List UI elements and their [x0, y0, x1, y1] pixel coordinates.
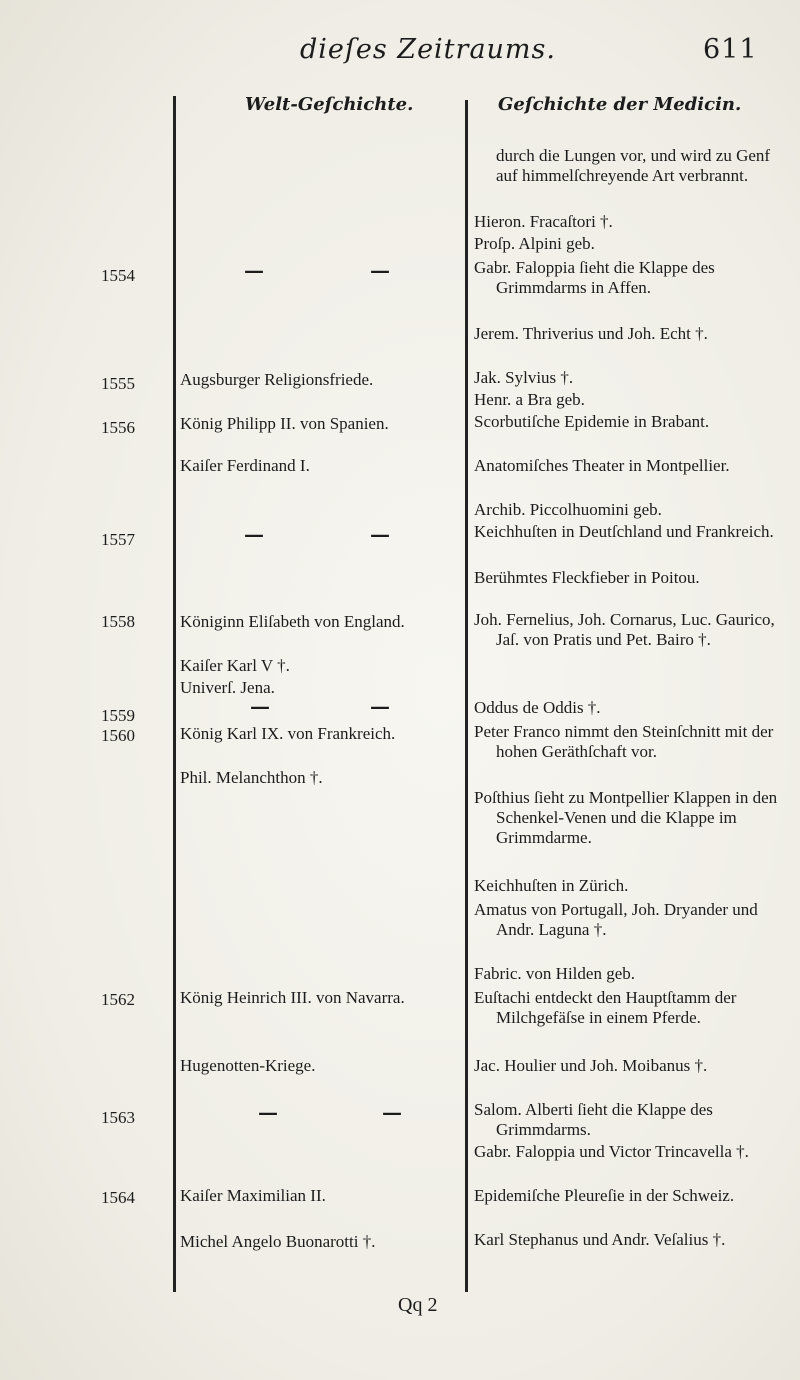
- medicine-entry-m17: Keichhuſten in Zürich.: [474, 876, 629, 895]
- medicine-entry-m2: Hieron. Fracaſtori †.: [474, 212, 613, 231]
- world-entry-w9: König Heinrich III. von Navarra.: [180, 988, 405, 1007]
- medicine-entry-m24: Epidemiſche Pleureſie in der Schweiz.: [474, 1186, 735, 1205]
- world-entry-w5: Kaiſer Karl V †.: [180, 656, 290, 675]
- world-history-heading: Welt-Geſchichte.: [245, 94, 414, 115]
- medicine-history-heading: Geſchichte der Medicin.: [498, 94, 742, 115]
- world-entry-w4: Königinn Eliſabeth von England.: [180, 612, 405, 631]
- medicine-entry-m5: Jerem. Thriverius und Joh. Echt †.: [474, 324, 708, 343]
- dash-1559-left: —: [250, 694, 270, 718]
- signature-mark: Qq 2: [398, 1294, 438, 1316]
- year-y1557: 1557: [101, 530, 135, 549]
- medicine-entry-m21: Jac. Houlier und Joh. Moibanus †.: [474, 1056, 708, 1075]
- dash-1554-right: —: [370, 258, 390, 282]
- medicine-entry-m12: Berühmtes Fleckfieber in Poitou.: [474, 568, 700, 587]
- world-entry-w7: König Karl IX. von Frankreich.: [180, 724, 396, 743]
- page-number: 611: [703, 34, 758, 65]
- year-y1559: 1559: [101, 706, 135, 725]
- world-entry-w1: Augsburger Religionsfriede.: [180, 370, 374, 389]
- world-entry-w8: Phil. Melanchthon †.: [180, 768, 323, 787]
- world-entry-w10: Hugenotten-Kriege.: [180, 1056, 316, 1075]
- medicine-entry-m23: Gabr. Faloppia und Victor Trincavella †.: [474, 1142, 749, 1161]
- year-y1563: 1563: [101, 1108, 135, 1127]
- dash-1557-left: —: [244, 522, 264, 546]
- world-entry-w6: Univerſ. Jena.: [180, 678, 275, 697]
- medicine-entry-m10: Archib. Piccolhuomini geb.: [474, 500, 662, 519]
- medicine-entry-m11: Keichhuſten in Deutſchland und Frankreich.: [474, 522, 774, 541]
- medicine-entry-m7: Henr. a Bra geb.: [474, 390, 585, 409]
- year-y1560: 1560: [101, 726, 135, 745]
- medicine-entry-m19: Fabric. von Hilden geb.: [474, 964, 635, 983]
- medicine-entry-m15: Peter Franco nimmt den Steinſchnitt mit der hohen Geräthſchaft vor.: [474, 722, 774, 761]
- medicine-entry-m9: Anatomiſches Theater in Montpellier.: [474, 456, 730, 475]
- year-y1555: 1555: [101, 374, 135, 393]
- medicine-entry-m14: Oddus de Oddis †.: [474, 698, 601, 717]
- dash-1563-right: —: [382, 1100, 402, 1124]
- medicine-entry-m18: Amatus von Portugall, Joh. Dryander und Andr. Laguna †.: [474, 900, 758, 939]
- year-y1562: 1562: [101, 990, 135, 1009]
- medicine-entry-m3: Proſp. Alpini geb.: [474, 234, 595, 253]
- medicine-entry-m8: Scorbutiſche Epidemie in Brabant.: [474, 412, 710, 431]
- world-entry-w2: König Philipp II. von Spanien.: [180, 414, 389, 433]
- left-column-rule: [173, 96, 176, 1292]
- medicine-entry-m22: Salom. Alberti ſieht die Klappe des Grimmdarms.: [474, 1100, 713, 1139]
- dash-1557-right: —: [370, 522, 390, 546]
- world-entry-w11: Kaiſer Maximilian II.: [180, 1186, 326, 1205]
- medicine-entry-m4: Gabr. Faloppia ſieht die Klappe des Grimmdarms in Affen.: [474, 258, 715, 297]
- world-entry-w3: Kaiſer Ferdinand I.: [180, 456, 310, 475]
- medicine-entry-m16: Poſthius ſieht zu Montpellier Klappen in den Schenkel-Venen und die Klappe im Grimmdarme.: [474, 788, 778, 847]
- dash-1559-right: —: [370, 694, 390, 718]
- year-y1558: 1558: [101, 612, 135, 631]
- year-y1564: 1564: [101, 1188, 135, 1207]
- medicine-entry-m1: durch die Lungen vor, und wird zu Genf auf himmelſchreyende Art verbrannt.: [496, 146, 771, 185]
- year-y1554: 1554: [101, 266, 135, 285]
- medicine-entry-m20: Euſtachi entdeckt den Hauptſtamm der Milchgefäſse in einem Pferde.: [474, 988, 737, 1027]
- dash-1554-left: —: [244, 258, 264, 282]
- running-head: dieſes Zeitraums.: [300, 34, 556, 65]
- year-y1556: 1556: [101, 418, 135, 437]
- medicine-entry-m13: Joh. Fernelius, Joh. Cornarus, Luc. Gaurico, Jaſ. von Pratis und Pet. Bairo †.: [474, 610, 775, 649]
- medicine-entry-m25: Karl Stephanus und Andr. Veſalius †.: [474, 1230, 726, 1249]
- medicine-entry-m6: Jak. Sylvius †.: [474, 368, 574, 387]
- world-entry-w12: Michel Angelo Buonarotti †.: [180, 1232, 376, 1251]
- dash-1563-left: —: [258, 1100, 278, 1124]
